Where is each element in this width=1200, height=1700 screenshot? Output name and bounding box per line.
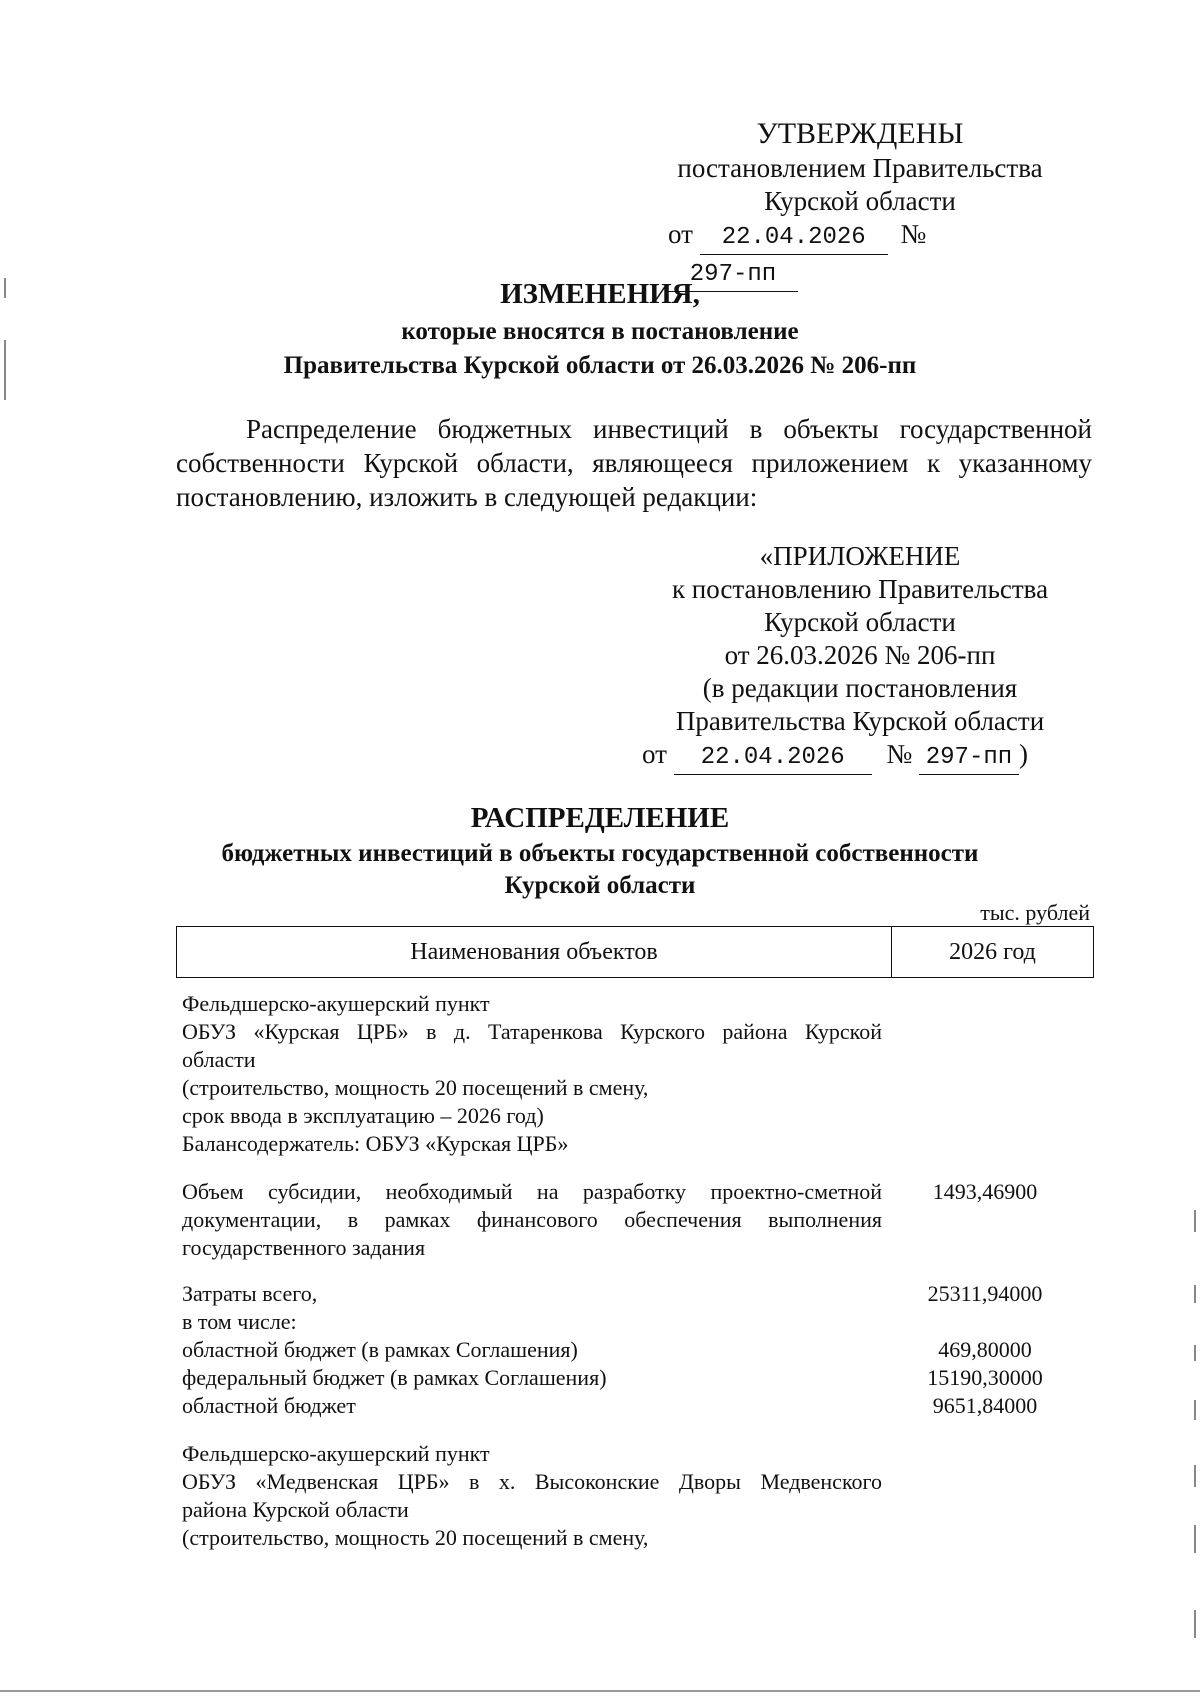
object-2-line: ОБУЗ «Медвенская ЦРБ» в х. Высоконские Дворы Медвенского	[182, 1469, 882, 1494]
object-1-line: Фельдшерско-акушерский пункт	[182, 991, 490, 1016]
subsidy-line: документации, в рамках финансового обеспечения выполнения	[182, 1207, 882, 1232]
approval-date: 22.04.2026	[700, 221, 888, 255]
appendix-number-prefix: №	[886, 739, 913, 769]
cost-row-label: федеральный бюджет (в рамках Соглашения)	[182, 1365, 607, 1390]
subsidy-line: государственного задания	[182, 1235, 426, 1260]
appendix-close: )	[1018, 739, 1028, 769]
object-1-description	[182, 990, 882, 1158]
scan-edge-line	[0, 1690, 1200, 1692]
changes-line-2: Правительства Курской области от 26.03.2026 № 206-пп	[283, 352, 917, 379]
scan-mark	[1194, 1465, 1196, 1487]
object-1-line: (строительство, мощность 20 посещений в смену,	[182, 1075, 649, 1100]
approval-number: 297-пп	[668, 258, 798, 292]
cost-row-label: областной бюджет	[182, 1393, 356, 1418]
table-header	[176, 926, 1094, 978]
cost-row-label: областной бюджет (в рамках Соглашения)	[182, 1337, 578, 1362]
appendix-date-prefix: от	[642, 739, 667, 769]
units-label: тыс. рублей	[980, 900, 1090, 925]
column-header-name: Наименования объектов	[177, 927, 892, 978]
intro-line-3: постановлению, изложить в следующей редакции:	[176, 482, 758, 512]
object-2-line: (строительство, мощность 20 посещений в смену,	[182, 1525, 649, 1550]
object-1-subsidy	[182, 1178, 882, 1262]
appendix-date: 22.04.2026	[674, 741, 872, 775]
scan-mark	[1194, 1285, 1196, 1303]
distribution-line-2: Курской области	[504, 872, 696, 899]
total-value: 25311,94000	[927, 1281, 1043, 1306]
object-1-line: ОБУЗ «Курская ЦРБ» в д. Татаренкова Курского района Курской	[182, 1019, 882, 1044]
cost-row-value: 15190,30000	[927, 1365, 1043, 1390]
appendix-line-4: (в редакции постановления	[702, 673, 1018, 703]
changes-title: ИЗМЕНЕНИЯ,	[500, 278, 700, 310]
scan-mark	[4, 278, 6, 298]
appendix-number: 297-пп	[919, 741, 1019, 775]
appendix-line-3: от 26.03.2026 № 206-пп	[724, 640, 996, 670]
object-1-line: области	[182, 1047, 256, 1072]
object-2-line: района Курской области	[182, 1497, 409, 1522]
distribution-title: РАСПРЕДЕЛЕНИЕ	[470, 802, 730, 834]
scan-mark	[4, 340, 6, 400]
including-label: в том числе:	[182, 1309, 297, 1334]
intro-line-2: собственности Курской области, являющееся приложением к указанному	[176, 448, 1092, 478]
appendix-line-2: Курской области	[764, 607, 956, 637]
appendix-block	[640, 540, 1080, 775]
scan-mark	[1194, 1400, 1196, 1420]
appendix-line-1: к постановлению Правительства	[671, 574, 1049, 604]
scan-mark	[1194, 1525, 1196, 1553]
distribution-line-1: бюджетных инвестиций в объекты государственной собственности	[221, 840, 979, 867]
object-1-costs	[182, 1280, 882, 1420]
intro-line-1: Распределение бюджетных инвестиций в объекты государственной	[246, 414, 1092, 444]
intro-paragraph	[176, 412, 1092, 514]
subsidy-line: Объем субсидии, необходимый на разработку проектно-сметной	[182, 1179, 882, 1204]
appendix-line-5: Правительства Курской области	[675, 706, 1045, 736]
cost-row-value: 9651,84000	[932, 1393, 1038, 1418]
approval-title: УТВЕРЖДЕНЫ	[756, 117, 964, 150]
total-label: Затраты всего,	[182, 1281, 318, 1306]
scan-mark	[1194, 1345, 1196, 1361]
scan-mark	[1194, 1210, 1196, 1232]
approval-line-1: постановлением Правительства	[677, 153, 1043, 183]
object-1-line: срок ввода в эксплуатацию – 2026 год)	[182, 1103, 544, 1128]
approval-line-2: Курской области	[764, 186, 956, 216]
approval-number-prefix: №	[900, 219, 927, 249]
appendix-date-line	[640, 738, 1080, 775]
column-header-year: 2026 год	[892, 927, 1094, 978]
subsidy-value: 1493,46900	[932, 1179, 1038, 1204]
scan-mark	[1194, 1610, 1196, 1638]
approval-date-prefix: от	[668, 219, 693, 249]
appendix-title: «ПРИЛОЖЕНИЕ	[759, 541, 961, 571]
cost-row-value: 469,80000	[938, 1337, 1032, 1362]
object-2-line: Фельдшерско-акушерский пункт	[182, 1441, 490, 1466]
object-2-description	[182, 1440, 882, 1552]
object-1-line: Балансодержатель: ОБУЗ «Курская ЦРБ»	[182, 1131, 569, 1156]
changes-line-1: которые вносятся в постановление	[401, 318, 799, 345]
approval-block	[660, 116, 1060, 292]
